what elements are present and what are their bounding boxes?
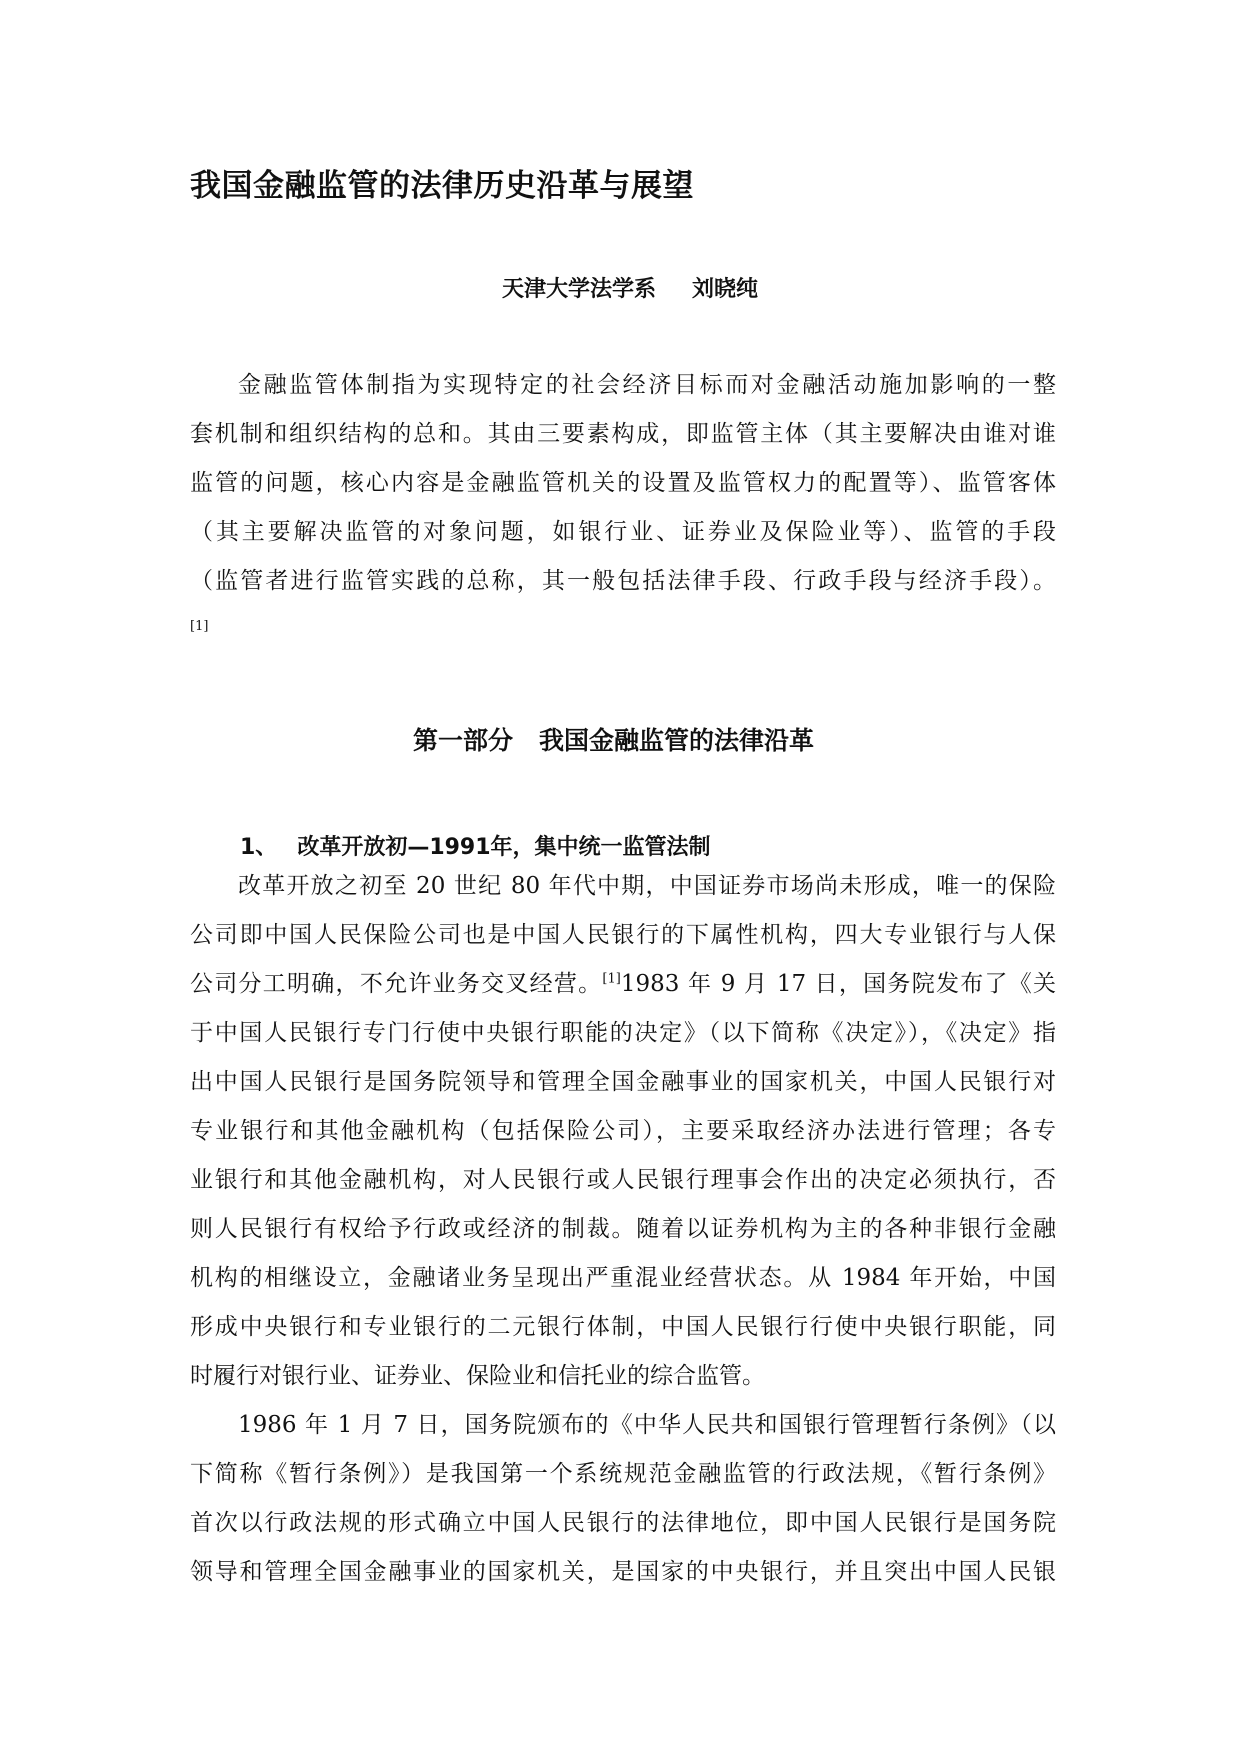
document-title: 我国金融监管的法律历史沿革与展望 [190, 168, 694, 204]
body-line: 改革开放之初至 20 世纪 80 年代中期，中国证券市场尚未形成，唯一的保险 [238, 873, 1056, 899]
body-line: 形成中央银行和专业银行的二元银行体制，中国人民银行行使中央银行职能，同 [190, 1314, 1056, 1340]
abstract-line: （其主要解决监管的对象问题，如银行业、证券业及保险业等）、监管的手段 [190, 519, 1056, 545]
body-line: 领导和管理全国金融事业的国家机关，是国家的中央银行，并且突出中国人民银 [190, 1559, 1056, 1585]
body-line: 于中国人民银行专门行使中央银行职能的决定》（以下简称《决定》），《决定》指 [190, 1020, 1056, 1046]
section-title: 改革开放初—1991年，集中统一监管法制 [297, 835, 711, 860]
section-heading [240, 830, 711, 861]
author-name: 刘晓纯 [692, 277, 759, 302]
body-line: 则人民银行有权给予行政或经济的制裁。随着以证券机构为主的各种非银行金融 [190, 1216, 1056, 1242]
body-line: 时履行对银行业、证券业、保险业和信托业的综合监管。 [190, 1363, 765, 1389]
abstract-line: 套机制和组织结构的总和。其由三要素构成，即监管主体（其主要解决由谁对谁 [190, 421, 1056, 447]
body-line: 出中国人民银行是国务院领导和管理全国金融事业的国家机关，中国人民银行对 [190, 1069, 1056, 1095]
abstract-line: （监管者进行监管实践的总称，其一般包括法律手段、行政手段与经济手段）。 [190, 568, 1056, 594]
body-line: 业银行和其他金融机构，对人民银行或人民银行理事会作出的决定必须执行，否 [190, 1167, 1056, 1193]
body-line [190, 973, 1056, 996]
part-title: 我国金融监管的法律沿革 [539, 726, 815, 755]
part-number: 第一部分 [413, 726, 514, 755]
footnote-marker: [1] [602, 971, 621, 987]
author-affiliation: 天津大学法学系 [502, 277, 657, 302]
body-text: 公司分工明确，不允许业务交叉经营。 [190, 971, 603, 997]
byline [502, 272, 758, 303]
section-number: 1、 [240, 835, 278, 860]
abstract-line: 监管的问题，核心内容是金融监管机关的设置及监管权力的配置等）、监管客体 [190, 470, 1056, 496]
body-line: 公司即中国人民保险公司也是中国人民银行的下属性机构，四大专业银行与人保 [190, 922, 1056, 948]
part-heading [413, 721, 814, 757]
body-line: 1986 年 1 月 7 日，国务院颁布的《中华人民共和国银行管理暂行条例》（以 [238, 1412, 1056, 1438]
body-text: 1983 年 9 月 17 日，国务院发布了《关 [620, 971, 1056, 997]
body-line: 专业银行和其他金融机构（包括保险公司），主要采取经济办法进行管理；各专 [190, 1118, 1056, 1144]
body-line: 机构的相继设立，金融诸业务呈现出严重混业经营状态。从 1984 年开始，中国 [190, 1265, 1056, 1291]
body-line: 下简称《暂行条例》）是我国第一个系统规范金融监管的行政法规，《暂行条例》 [190, 1461, 1056, 1487]
body-line: 首次以行政法规的形式确立中国人民银行的法律地位，即中国人民银行是国务院 [190, 1510, 1056, 1536]
abstract-line: 金融监管体制指为实现特定的社会经济目标而对金融活动施加影响的一整 [238, 372, 1056, 398]
footnote-marker: [1] [190, 619, 209, 634]
